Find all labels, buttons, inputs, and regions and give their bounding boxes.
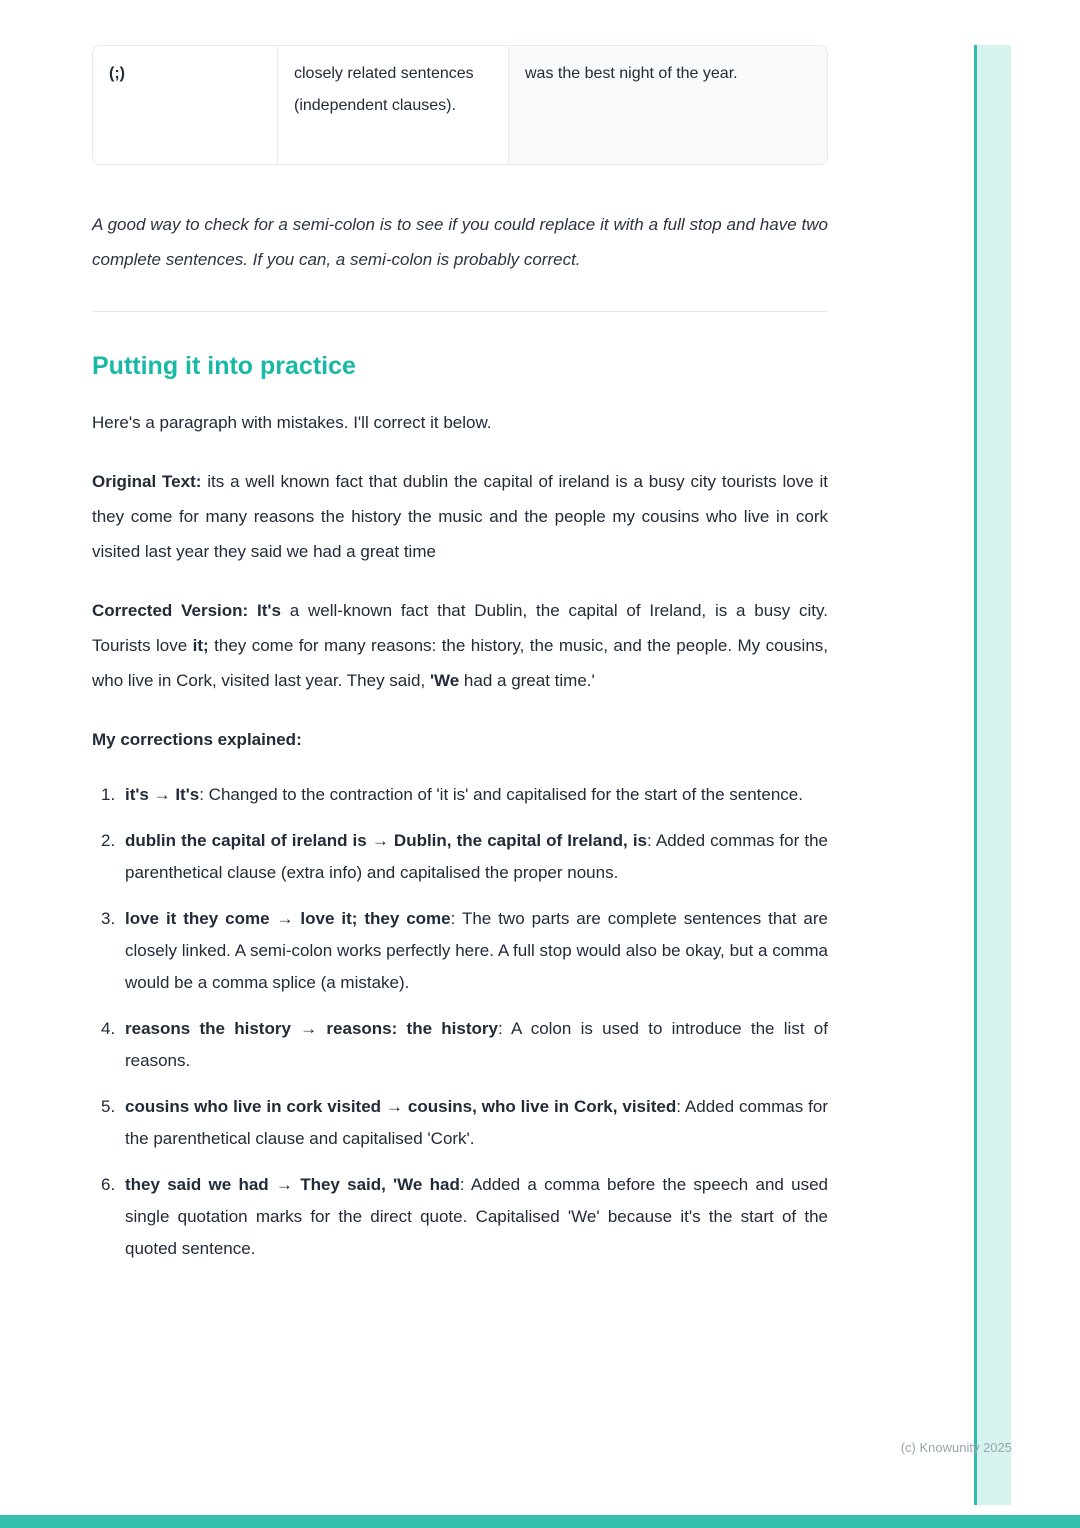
correction-change: cousins who live in cork visited → cousins, who live in Cork, visited bbox=[125, 1097, 677, 1116]
corrected-version-label: Corrected Version: It's bbox=[92, 601, 281, 620]
original-text-label: Original Text: bbox=[92, 472, 202, 491]
correction-explanation: : A colon is used to introduce the list of reasons. bbox=[125, 1019, 828, 1070]
correction-change: dublin the capital of ireland is → Dublin, the capital of Ireland, is bbox=[125, 831, 647, 850]
corrected-text-2: they come for many reasons: the history, the music, and the people. My cousins, who live in Cork, visited last year. They said, bbox=[92, 636, 828, 690]
copyright-watermark: (c) Knowunity 2025 bbox=[900, 1440, 1012, 1455]
correction-explanation: : Added commas for the parenthetical clause and capitalised 'Cork'. bbox=[125, 1097, 828, 1148]
correction-change: reasons the history → reasons: the history bbox=[125, 1019, 498, 1038]
corrected-version-paragraph bbox=[92, 593, 828, 698]
correction-item bbox=[92, 779, 828, 811]
correction-item bbox=[92, 825, 828, 889]
corrected-text-3: had a great time.' bbox=[459, 671, 595, 690]
correction-change: it's → It's bbox=[125, 785, 200, 804]
original-text-body: its a well known fact that dublin the capital of ireland is a busy city tourists love it they come for many reasons the history the music and the people my cousins who live in cork visited last year they said we had a great time bbox=[92, 472, 828, 561]
list-number: 4. bbox=[101, 1019, 116, 1038]
table-cell-example: was the best night of the year. bbox=[509, 46, 828, 164]
correction-item bbox=[92, 903, 828, 999]
correction-item bbox=[92, 1013, 828, 1077]
section-divider bbox=[92, 311, 828, 312]
correction-item bbox=[92, 1091, 828, 1155]
corrected-bold-1: it; bbox=[192, 636, 209, 655]
table-cell-usage: closely related sentences (independent clauses). bbox=[278, 46, 509, 164]
correction-explanation: : Changed to the contraction of 'it is' and capitalised for the start of the sentence. bbox=[199, 785, 803, 804]
corrections-list bbox=[92, 779, 828, 1265]
list-number: 1. bbox=[101, 785, 116, 804]
page-edge-strip bbox=[977, 45, 1011, 1505]
correction-item bbox=[92, 1169, 828, 1265]
list-number: 2. bbox=[101, 831, 116, 850]
section-intro: Here's a paragraph with mistakes. I'll correct it below. bbox=[92, 413, 492, 432]
correction-explanation: : Added commas for the parenthetical clause (extra info) and capitalised the proper nouns. bbox=[125, 831, 828, 882]
list-number: 6. bbox=[101, 1175, 116, 1194]
corrections-explained-heading bbox=[92, 722, 828, 757]
corrected-text-1: a well-known fact that Dublin, the capital of Ireland, is a busy city. Tourists love bbox=[92, 601, 828, 655]
list-number: 5. bbox=[101, 1097, 116, 1116]
correction-change: love it they come → love it; they come bbox=[125, 909, 451, 928]
corrections-explained-label: My corrections explained: bbox=[92, 730, 302, 749]
punctuation-table bbox=[92, 45, 828, 165]
page-bottom-bar bbox=[0, 1515, 1080, 1528]
document-content bbox=[92, 0, 828, 1265]
section-heading: Putting it into practice bbox=[92, 352, 356, 380]
original-text-paragraph bbox=[92, 464, 828, 569]
correction-explanation: : Added a comma before the speech and used single quotation marks for the direct quote. Capitalised 'We' because it's the start of the quoted sentence. bbox=[125, 1175, 828, 1258]
corrected-bold-2: 'We bbox=[429, 671, 460, 690]
correction-explanation: : The two parts are complete sentences that are closely linked. A semi-colon works perfectly here. A full stop would also be okay, but a comma would be a comma splice (a mistake). bbox=[125, 909, 828, 992]
list-number: 3. bbox=[101, 909, 116, 928]
table-cell-symbol: (;) bbox=[93, 46, 278, 164]
semicolon-tip-paragraph: A good way to check for a semi-colon is to see if you could replace it with a full stop and have two complete sentences. If you can, a semi-colon is probably correct. bbox=[92, 215, 828, 269]
correction-change: they said we had → They said, 'We had bbox=[125, 1175, 460, 1194]
